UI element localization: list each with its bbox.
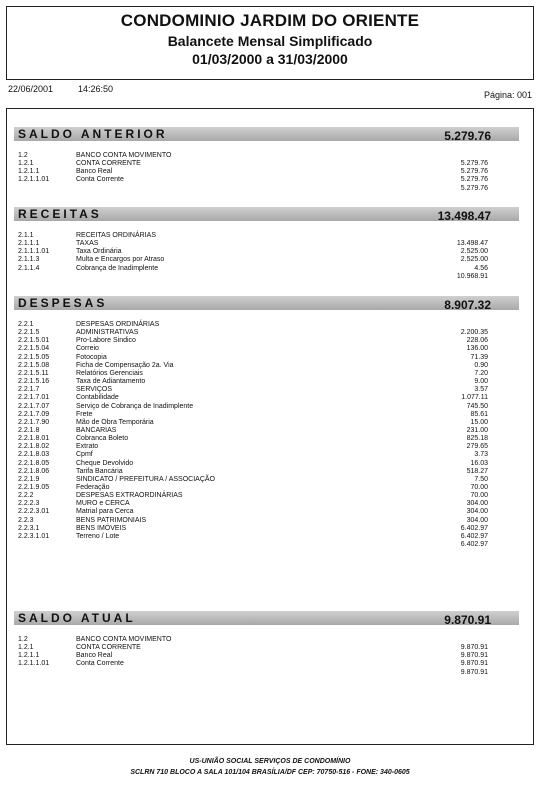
account-description: BENS IMÓVEIS <box>76 524 127 532</box>
account-value: 16.03 <box>470 459 488 467</box>
account-description: BANCO CONTA MOVIMENTO <box>76 152 172 159</box>
account-description: Matrial para Cerca <box>76 508 134 516</box>
account-description: Cpmf <box>76 451 93 459</box>
account-code: 1.2 <box>18 152 28 159</box>
account-description: Cheque Devolvido <box>76 459 134 467</box>
account-value: 745.50 <box>466 402 488 410</box>
account-value: 2.525.00 <box>460 248 488 256</box>
account-value: 518.27 <box>466 467 488 475</box>
account-value: 9.870.91 <box>460 668 488 676</box>
account-row <box>18 176 488 184</box>
section-label: RECEITAS <box>18 207 102 221</box>
account-code: 2.2.1 <box>18 321 34 328</box>
account-value: 9.870.91 <box>460 644 488 652</box>
account-code: 2.2.2 <box>18 492 34 500</box>
account-row <box>18 394 488 402</box>
account-code: 2.2.1.7 <box>18 386 40 394</box>
account-code: 2.2.1.5.01 <box>18 337 50 345</box>
account-value: 9.870.91 <box>460 660 488 668</box>
account-value: 6.402.97 <box>460 532 488 540</box>
account-value: 5.279.76 <box>460 168 488 176</box>
account-row <box>18 256 488 264</box>
account-description: DESPESAS EXTRAORDINÁRIAS <box>76 492 183 500</box>
section-header-band <box>14 611 519 625</box>
account-code: 2.2.1.7.07 <box>18 402 50 410</box>
account-value: 70.00 <box>470 492 488 500</box>
account-value: 231.00 <box>466 426 488 434</box>
account-row <box>18 484 488 492</box>
account-description: Relatórios Gerenciais <box>76 369 143 377</box>
print-date: 22/06/2001 <box>8 84 54 94</box>
account-description: Taxa Ordinária <box>76 248 122 256</box>
account-description: Taxa de Adiantamento <box>76 378 146 386</box>
account-code: 2.2.1.5.16 <box>18 378 50 386</box>
account-value: 3.57 <box>474 386 488 394</box>
account-code: 2.1.1.1 <box>18 240 40 248</box>
account-row <box>18 185 488 193</box>
account-row <box>18 345 488 353</box>
account-value: 5.279.76 <box>460 160 488 168</box>
footer-company: US-UNIÃO SOCIAL SERVIÇOS DE CONDOMÍNIO <box>189 758 351 765</box>
report-footer <box>0 756 540 778</box>
account-code: 2.2.1.5.11 <box>18 369 49 377</box>
account-value: 7.20 <box>474 369 488 377</box>
page-number: Página: 001 <box>483 90 532 100</box>
account-row <box>18 248 488 256</box>
account-description: Pro-Labore Sindico <box>76 337 136 345</box>
account-code: 2.2.2.3.01 <box>18 508 50 516</box>
account-value: 5.279.76 <box>460 184 488 192</box>
account-row <box>18 476 488 484</box>
account-row <box>18 403 488 411</box>
footer-address: SCLRN 710 BLOCO A SALA 101/104 BRASÍLIA/DF CEP: 70750-516 - FONE: 340-0605 <box>130 769 410 776</box>
section-total: 9.870.91 <box>444 613 491 627</box>
account-value: 2.525.00 <box>460 256 488 264</box>
account-description: Conta Corrente <box>76 660 124 668</box>
account-code: 2.2.1.8.06 <box>18 467 50 475</box>
section-label: SALDO ANTERIOR <box>18 127 168 141</box>
account-description: BANCARIAS <box>76 426 117 434</box>
account-description: Extrato <box>76 443 99 451</box>
account-row <box>18 265 488 273</box>
account-description: Serviço de Cobrança de Inadimplente <box>76 402 194 410</box>
account-row <box>18 419 488 427</box>
account-row <box>18 652 488 660</box>
account-code: 1.2.1.1 <box>18 168 40 176</box>
account-code: 2.2.1.5.08 <box>18 361 50 369</box>
account-code: 2.2.1.8.02 <box>18 443 50 451</box>
section-label: SALDO ATUAL <box>18 611 136 625</box>
account-description: Multa e Encargos por Atraso <box>76 256 165 264</box>
account-code: 2.2.1.8.01 <box>18 435 50 443</box>
account-row <box>18 492 488 500</box>
account-value: 70.00 <box>470 484 488 491</box>
account-value: 5.279.76 <box>460 176 488 184</box>
account-row <box>18 644 488 652</box>
account-code: 2.1.1.4 <box>18 264 40 272</box>
account-row <box>18 468 488 476</box>
account-code: 2.2.1.5 <box>18 329 40 337</box>
account-row <box>18 370 488 378</box>
account-code: 2.2.1.7.90 <box>18 418 50 426</box>
account-row <box>18 152 488 160</box>
account-value: 0.90 <box>474 361 488 369</box>
account-row <box>18 378 488 386</box>
account-description: Cobranca Boleto <box>76 435 129 443</box>
account-value: 85.61 <box>470 410 488 418</box>
account-row <box>18 329 488 337</box>
account-row <box>18 240 488 248</box>
section-header-band <box>14 207 519 221</box>
account-row <box>18 427 488 435</box>
account-code: 2.2.1.8 <box>18 426 40 434</box>
account-code: 2.2.3.1 <box>18 524 40 532</box>
account-description: Conta Corrente <box>76 176 124 184</box>
account-code: 2.2.3 <box>18 516 34 524</box>
account-description: Tarifa Bancária <box>76 467 123 475</box>
account-code: 2.2.1.7.09 <box>18 410 50 418</box>
account-row <box>18 443 488 451</box>
account-code: 2.2.1.8.05 <box>18 459 50 467</box>
account-row <box>18 669 488 677</box>
account-code: 2.2.1.5.04 <box>18 345 50 353</box>
account-value: 3.73 <box>474 451 488 459</box>
account-value: 13.498.47 <box>456 240 488 248</box>
account-value: 304.00 <box>466 508 488 516</box>
account-value: 7.50 <box>474 475 488 483</box>
account-description: Terreno / Lote <box>76 532 120 540</box>
report-title: CONDOMINIO JARDIM DO ORIENTE <box>120 11 420 30</box>
account-description: Ficha de Compensação 2a. Via <box>76 361 174 369</box>
account-description: Federação <box>76 484 110 491</box>
account-code: 1.2.1.1.01 <box>18 660 50 668</box>
account-value: 2.200.35 <box>460 329 488 337</box>
account-description: DESPESAS ORDINÁRIAS <box>76 321 160 328</box>
report-period: 01/03/2000 a 31/03/2000 <box>192 51 348 67</box>
section-header-band <box>14 127 519 141</box>
account-description: Banco Real <box>76 652 113 660</box>
account-code: 2.1.1.1.01 <box>18 248 50 256</box>
account-row <box>18 525 488 533</box>
account-code: 1.2.1 <box>18 160 34 168</box>
account-value: 825.18 <box>466 435 488 443</box>
account-description: Mão de Obra Temporária <box>76 418 154 426</box>
account-row <box>18 517 488 525</box>
account-row <box>18 411 488 419</box>
account-code: 2.2.3.1.01 <box>18 532 50 540</box>
account-description: SINDICATO / PREFEITURA / ASSOCIAÇÃO <box>76 475 215 483</box>
account-row <box>18 660 488 668</box>
report-title-box <box>6 6 534 80</box>
account-value: 9.00 <box>474 378 488 386</box>
account-row <box>18 273 488 281</box>
account-row <box>18 362 488 370</box>
account-value: 228.06 <box>466 337 488 345</box>
account-row <box>18 160 488 168</box>
account-row <box>18 337 488 345</box>
account-description: BENS PATRIMONIAIS <box>76 516 147 524</box>
account-description: BANCO CONTA MOVIMENTO <box>76 636 172 643</box>
account-value: 136.00 <box>466 345 488 353</box>
account-description: CONTA CORRENTE <box>76 160 141 168</box>
account-row <box>18 386 488 394</box>
account-value: 15.00 <box>470 418 488 426</box>
account-value: 6.402.97 <box>460 541 488 549</box>
account-row <box>18 541 488 549</box>
account-value: 304.00 <box>466 516 488 524</box>
account-code: 2.2.1.9.05 <box>18 484 50 491</box>
account-code: 2.1.1 <box>18 232 34 239</box>
account-code: 1.2.1.1.01 <box>18 176 50 184</box>
print-time: 14:26:50 <box>78 84 114 94</box>
account-description: SERVIÇOS <box>76 386 113 394</box>
account-description: TAXAS <box>76 240 99 248</box>
account-row <box>18 354 488 362</box>
account-description: Cobrança de Inadimplente <box>76 264 159 272</box>
account-value: 279.65 <box>466 443 488 451</box>
account-code: 2.2.1.7.01 <box>18 394 50 402</box>
account-row <box>18 636 488 644</box>
section-total: 5.279.76 <box>444 129 491 143</box>
account-description: ADMINISTRATIVAS <box>76 329 139 337</box>
account-description: Banco Real <box>76 168 113 176</box>
section-total: 8.907.32 <box>444 298 491 312</box>
account-row <box>18 533 488 541</box>
account-description: Correio <box>76 345 99 353</box>
account-code: 2.2.2.3 <box>18 500 40 508</box>
account-row <box>18 232 488 240</box>
report-subtitle: Balancete Mensal Simplificado <box>167 33 373 49</box>
section-header-band <box>14 296 519 310</box>
account-description: RECEITAS ORDINÁRIAS <box>76 232 156 239</box>
account-description: MURO e CERCA <box>76 500 130 508</box>
account-value: 304.00 <box>466 500 488 508</box>
account-code: 1.2.1 <box>18 644 34 652</box>
account-row <box>18 460 488 468</box>
account-row <box>18 451 488 459</box>
section-total: 13.498.47 <box>437 209 491 223</box>
account-value: 6.402.97 <box>460 524 488 532</box>
account-value: 10.968.91 <box>456 272 488 280</box>
account-description: Contabilidade <box>76 394 119 402</box>
account-code: 2.2.1.8.03 <box>18 451 50 459</box>
account-value: 9.870.91 <box>460 652 488 660</box>
account-row <box>18 321 488 329</box>
account-row <box>18 500 488 508</box>
account-row <box>18 508 488 516</box>
account-code: 2.1.1.3 <box>18 256 40 264</box>
account-code: 2.2.1.5.05 <box>18 353 50 361</box>
account-row <box>18 435 488 443</box>
account-value: 71.39 <box>470 353 488 361</box>
account-code: 1.2 <box>18 636 28 643</box>
account-description: Fotocopia <box>76 353 107 361</box>
account-value: 4.56 <box>474 264 488 272</box>
account-row <box>18 168 488 176</box>
account-value: 1.077.11 <box>461 394 488 402</box>
account-description: Frete <box>76 410 93 418</box>
account-code: 1.2.1.1 <box>18 652 40 660</box>
account-code: 2.2.1.9 <box>18 475 40 483</box>
account-description: CONTA CORRENTE <box>76 644 141 652</box>
section-label: DESPESAS <box>18 296 108 310</box>
